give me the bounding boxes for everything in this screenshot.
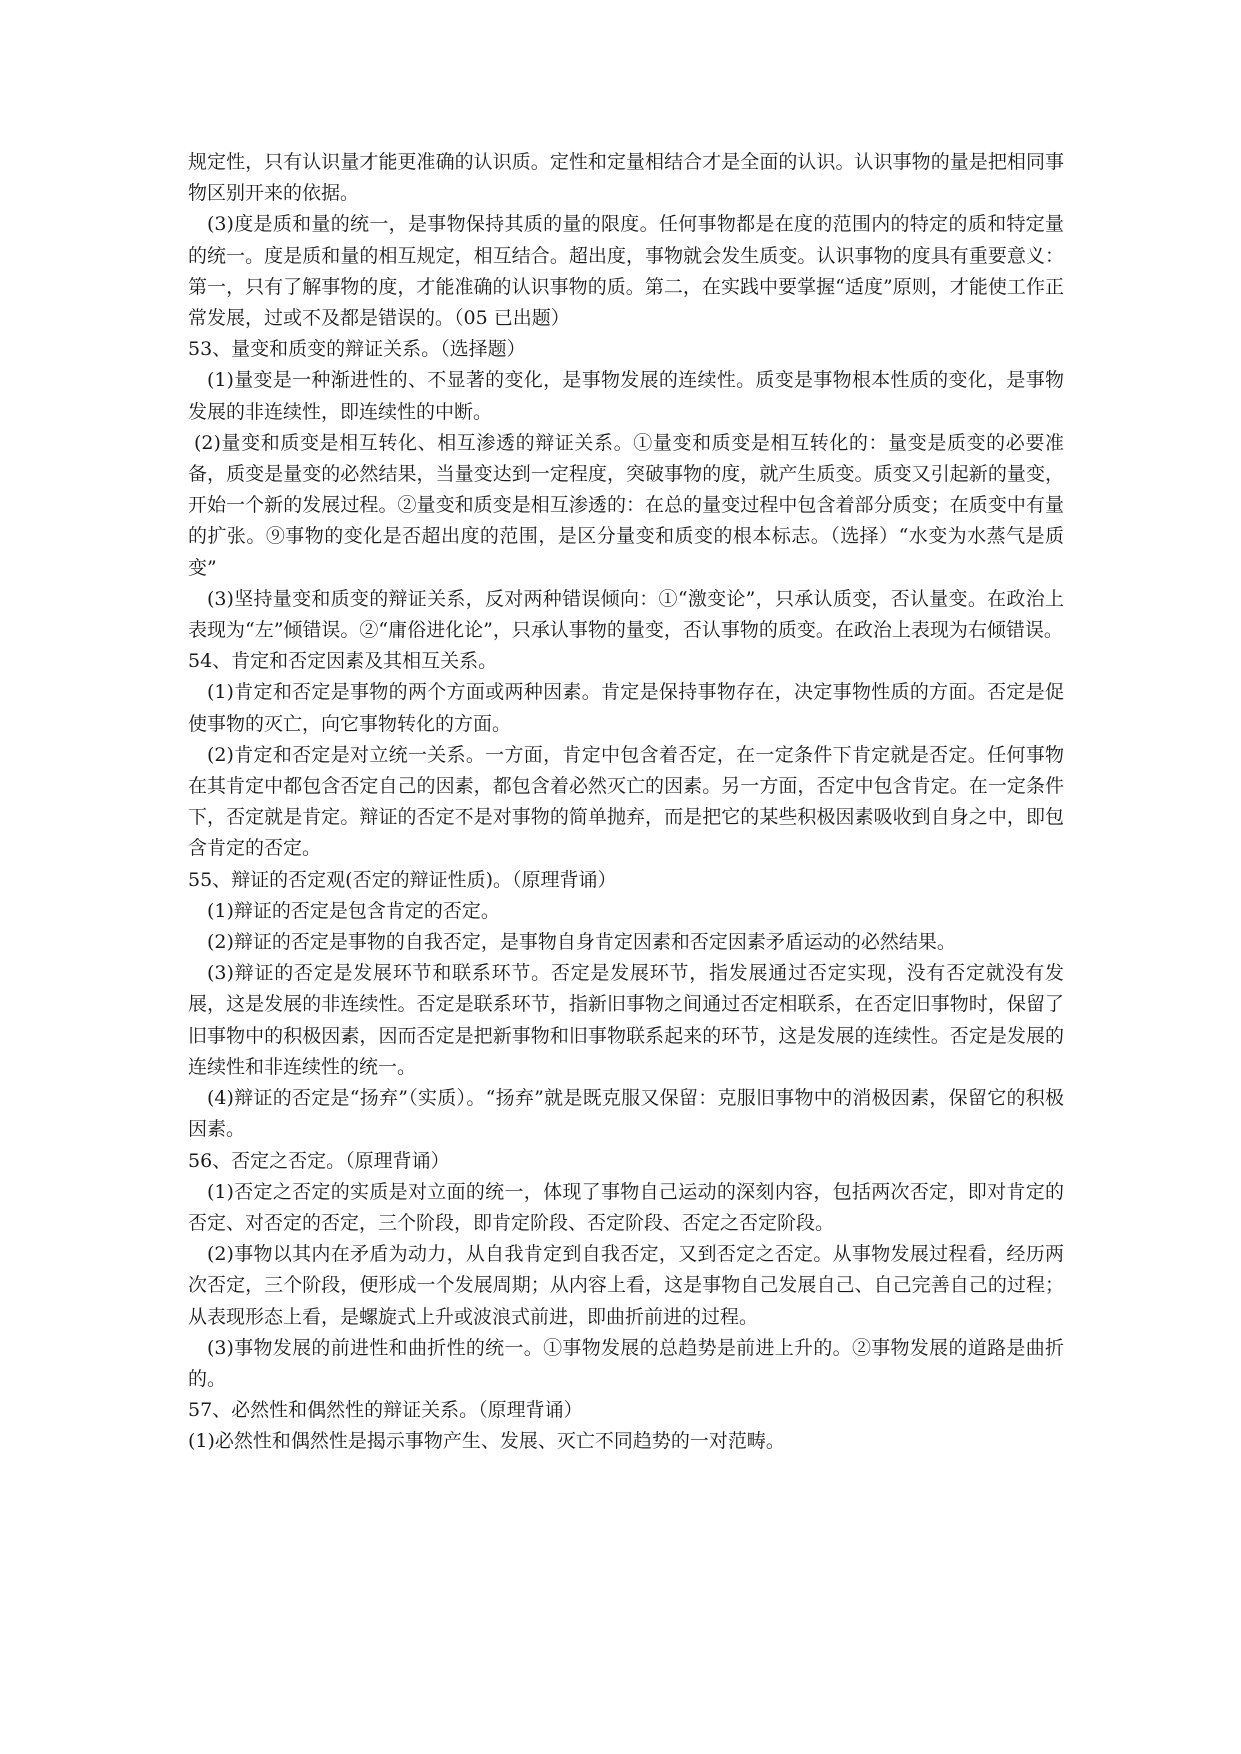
- section-heading-53: 53、量变和质变的辩证关系。（选择题）: [188, 338, 526, 361]
- section-heading-55: 55、辩证的否定观(否定的辩证性质)。（原理背诵）: [188, 868, 617, 891]
- paragraph-53-3: (3)坚持量变和质变的辩证关系，反对两种错误倾向：①“激变论”，只承认质变，否认量变。在政治上表现为“左”倾错误。②“庸俗进化论”，只承认事物的量变，否认事物的质变。在政治上表现为右倾错误。: [188, 587, 1064, 642]
- section-heading-54: 54、肯定和否定因素及其相互关系。: [188, 650, 498, 673]
- paragraph-57-1: (1)必然性和偶然性是揭示事物产生、发展、灭亡不同趋势的一对范畴。: [188, 1430, 785, 1453]
- paragraph-2: (3)度是质和量的统一，是事物保持其质的量的限度。任何事物都是在度的范围内的特定的质和特定量的统一。度是质和量的相互规定，相互结合。超出度，事物就会发生质变。认识事物的度具有重要意义：第一，只有了解事物的度，才能准确的认识事物的质。第二，在实践中要掌握“适度”原则，才能使工作正常发展，过或不及都是错误的。（05 已出题）: [188, 213, 1064, 330]
- paragraph-55-2: (2)辩证的否定是事物的自我否定，是事物自身肯定因素和否定因素矛盾运动的必然结果。: [207, 931, 956, 954]
- paragraph-56-2: (2)事物以其内在矛盾为动力，从自我肯定到自我否定，又到否定之否定。从事物发展过程看，经历两次否定，三个阶段，便形成一个发展周期；从内容上看，这是事物自己发展自己、自己完善自己的过程；从表现形态上看，是螺旋式上升或波浪式前进，即曲折前进的过程。: [188, 1243, 1064, 1328]
- paragraph-55-1: (1)辩证的否定是包含肯定的否定。: [207, 899, 500, 922]
- section-heading-57: 57、必然性和偶然性的辩证关系。（原理背诵）: [188, 1399, 583, 1422]
- paragraph-55-4: (4)辩证的否定是“扬弃”（实质）。“扬弃”就是既克服又保留：克服旧事物中的消极因素，保留它的积极因素。: [188, 1087, 1064, 1141]
- document-body: [188, 147, 1064, 1458]
- paragraph-53-2: (2)量变和质变是相互转化、相互渗透的辩证关系。①量变和质变是相互转化的：量变是质变的必要准备，质变是量变的必然结果，当量变达到一定程度，突破事物的度，就产生质变。质变又引起新的量变，开始一个新的发展过程。②量变和质变是相互渗透的：在总的量变过程中包含着部分质变；在质变中有量的扩张。⑨事物的变化是否超出度的范围，是区分量变和质变的根本标志。（选择）“水变为水蒸气是质变”: [188, 431, 1064, 579]
- paragraph-1: 规定性，只有认识量才能更准确的认识质。定性和定量相结合才是全面的认识。认识事物的量是把相同事物区别开来的依据。: [188, 151, 1064, 205]
- paragraph-54-2: (2)肯定和否定是对立统一关系。一方面，肯定中包含着否定，在一定条件下肯定就是否定。任何事物在其肯定中都包含否定自己的因素，都包含着必然灭亡的因素。另一方面，否定中包含肯定。在一定条件下，否定就是肯定。辩证的否定不是对事物的简单抛弃，而是把它的某些积极因素吸收到自身之中，即包含肯定的否定。: [188, 743, 1064, 860]
- paragraph-56-3: (3)事物发展的前进性和曲折性的统一。①事物发展的总趋势是前进上升的。②事物发展的道路是曲折的。: [188, 1336, 1064, 1390]
- section-heading-56: 56、否定之否定。（原理背诵）: [188, 1149, 450, 1172]
- paragraph-54-1: (1)肯定和否定是事物的两个方面或两种因素。肯定是保持事物存在，决定事物性质的方面。否定是促使事物的灭亡，向它事物转化的方面。: [188, 681, 1064, 735]
- paragraph-55-3: (3)辩证的否定是发展环节和联系环节。否定是发展环节，指发展通过否定实现，没有否定就没有发展，这是发展的非连续性。否定是联系环节，指新旧事物之间通过否定相联系，在否定旧事物时，保留了旧事物中的积极因素，因而否定是把新事物和旧事物联系起来的环节，这是发展的连续性。否定是发展的连续性和非连续性的统一。: [188, 962, 1064, 1078]
- paragraph-56-1: (1)否定之否定的实质是对立面的统一，体现了事物自己运动的深刻内容，包括两次否定，即对肯定的否定、对否定的否定，三个阶段，即肯定阶段、否定阶段、否定之否定阶段。: [188, 1180, 1064, 1234]
- paragraph-53-1: (1)量变是一种渐进性的、不显著的变化，是事物发展的连续性。质变是事物根本性质的变化，是事物发展的非连续性，即连续性的中断。: [188, 369, 1064, 423]
